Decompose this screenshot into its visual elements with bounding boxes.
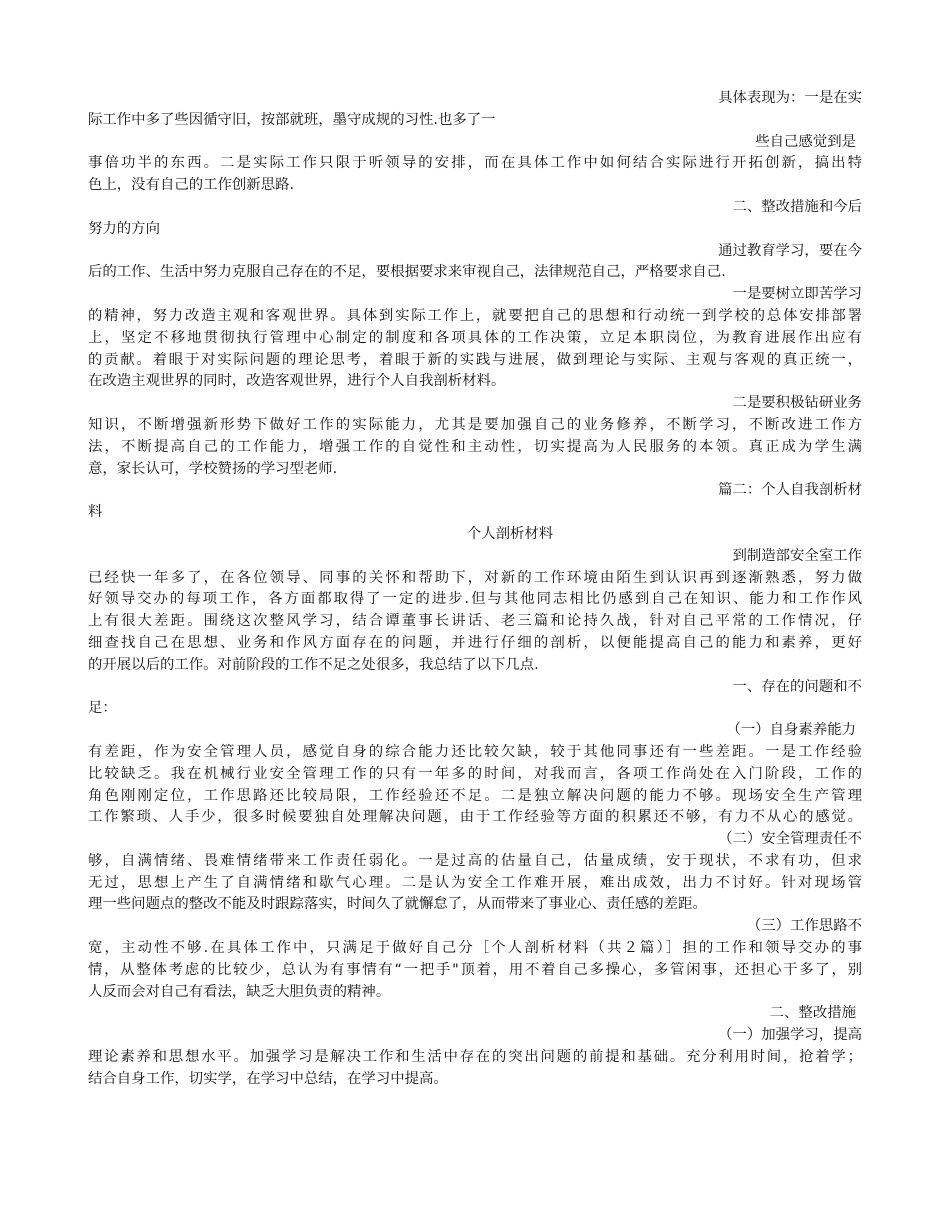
text-line: 事倍功半的东西。二是实际工作只限于听领导的安排，而在具体工作中如何结合实际进行开拓创新，搞出特 (88, 155, 862, 172)
text-line: 上有很大差距。围绕这次整风学习，结合谭董事长讲话、老三篇和论持久战，针对自己平常的工作情况，仔 (88, 613, 862, 630)
text-line: 工作繁琐、人手少，很多时候要独自处理解决问题，由于工作经验等方面的积累还不够，有力不从心的感觉。 (88, 809, 862, 826)
text-line: 法，不断提高自己的工作能力，增强工作的自觉性和主动性，切实提高为人民服务的本领。真正成为学生满 (88, 438, 862, 455)
text-line: 比较缺乏。我在机械行业安全管理工作的只有一年多的时间，对我而言，各项工作尚处在入门阶段，工作的 (88, 765, 862, 782)
section-heading: 努力的方向 (88, 220, 160, 237)
text-line: 一是要树立即苦学习 (732, 286, 862, 303)
section-heading: 二、整改措施 (769, 1005, 856, 1022)
text-line: 细查找自己在思想、业务和作风方面存在的问题，并进行仔细的剖析，以便能提高自己的能力和素养，更好 (88, 634, 862, 651)
document-title: 个人剖析材料 (466, 525, 554, 542)
text-line: 无过，思想上产生了自满情绪和歇气心理。二是认为安全工作难开展，难出成效，出力不讨好。针对现场管 (88, 874, 862, 891)
subsection-heading: （一）自身素养能力 (726, 722, 856, 739)
section-heading: 足： (88, 700, 117, 717)
text-line: 后的工作、生活中努力克服自己存在的不足，要根据要求来审视自己，法律规范自己，严格要求自己. (88, 264, 726, 281)
text-line: 有差距，作为安全管理人员，感觉自身的综合能力还比较欠缺，较于其他同事还有一些差距。一是工作经验 (88, 743, 862, 760)
section-heading: 一、存在的问题和不 (732, 678, 862, 695)
text-line: 情，从整体考虑的比较少，总认为有事情有“一把手"顶着，用不着自己多操心，多管闲事，还担心干多了，别 (88, 961, 862, 978)
text-line: 好领导交办的每项工作，各方面都取得了一定的进步.但与其他同志相比仍感到自己在知识、能力和工作作风 (88, 591, 862, 608)
section-heading: 二、整改措施和今后 (732, 198, 862, 215)
text-line: 意，家长认可，学校赞扬的学习型老师. (88, 460, 338, 477)
text-line: 些自己感觉到是 (755, 133, 856, 150)
text-line: 的贡献。着眼于对实际问题的理论思考，着眼于新的实践与进展，做到理论与实际、主观与客观的真正统一， (88, 351, 862, 368)
text-line: 理一些问题点的整改不能及时跟踪落实，时间久了就懈怠了，从而带来了事业心、责任感的差距。 (88, 896, 707, 913)
section-heading: 料 (88, 504, 103, 521)
text-line: 具体表现为：一是在实 (718, 90, 862, 106)
text-line: 已经快一年多了，在各位领导、同事的关怀和帮助下，对新的工作环境由陌生到认识再到逐渐熟悉，努力做 (88, 569, 862, 586)
subsection-heading: （三）工作思路不 (746, 918, 862, 935)
subsection-heading: （二）安全管理责任不 (718, 831, 862, 848)
text-line: 角色刚刚定位，工作思路还比较局限，工作经验还不足。二是独立解决问题的能力不够。现场安全生产管理 (88, 787, 862, 804)
text-line: 宽，主动性不够.在具体工作中，只满足于做好自己分［个人剖析材料（共２篇）］担的工作和领导交办的事 (88, 940, 862, 957)
text-line: 色上，没有自己的工作创新思路. (88, 177, 295, 194)
text-line: 知识，不断增强新形势下做好工作的实际能力，尤其是要加强自己的业务修养，不断学习，不断改进工作方 (88, 416, 862, 433)
text-line: 结合自身工作，切实学，在学习中总结，在学习中提高。 (88, 1070, 448, 1087)
text-line: 理论素养和思想水平。加强学习是解决工作和生活中存在的突出问题的前提和基础。充分利用时间，抢着学； (88, 1049, 862, 1066)
text-line: 人反而会对自己有看法，缺乏大胆负责的精神。 (88, 983, 391, 1000)
text-line: 的开展以后的工作。对前阶段的工作不足之处很多，我总结了以下几点. (88, 656, 539, 673)
text-line: 够，自满情绪、畏难情绪带来工作责任弱化。一是过高的估量自己，估量成绩，安于现状，不求有功，但求 (88, 852, 862, 869)
subsection-heading: （一）加强学习，提高 (718, 1027, 862, 1044)
text-line: 到制造部安全室工作 (732, 547, 862, 564)
text-line: 际工作中多了些因循守旧，按部就班，墨守成规的习性.也多了一 (88, 111, 496, 128)
text-line: 在改造主观世界的同时，改造客观世界，进行个人自我剖析材料。 (88, 373, 506, 390)
text-line: 二是要积极钻研业务 (732, 395, 862, 412)
section-heading: 篇二：个人自我剖析材 (718, 482, 862, 499)
text-line: 的精神，努力改造主观和客观世界。具体到实际工作上，就要把自己的思想和行动统一到学校的总体安排部署 (88, 307, 862, 324)
text-line: 上，坚定不移地贯彻执行管理中心制定的制度和各项具体的工作决策，立足本职岗位，为教育进展作出应有 (88, 329, 862, 346)
text-line: 通过教育学习，要在今 (718, 242, 862, 259)
